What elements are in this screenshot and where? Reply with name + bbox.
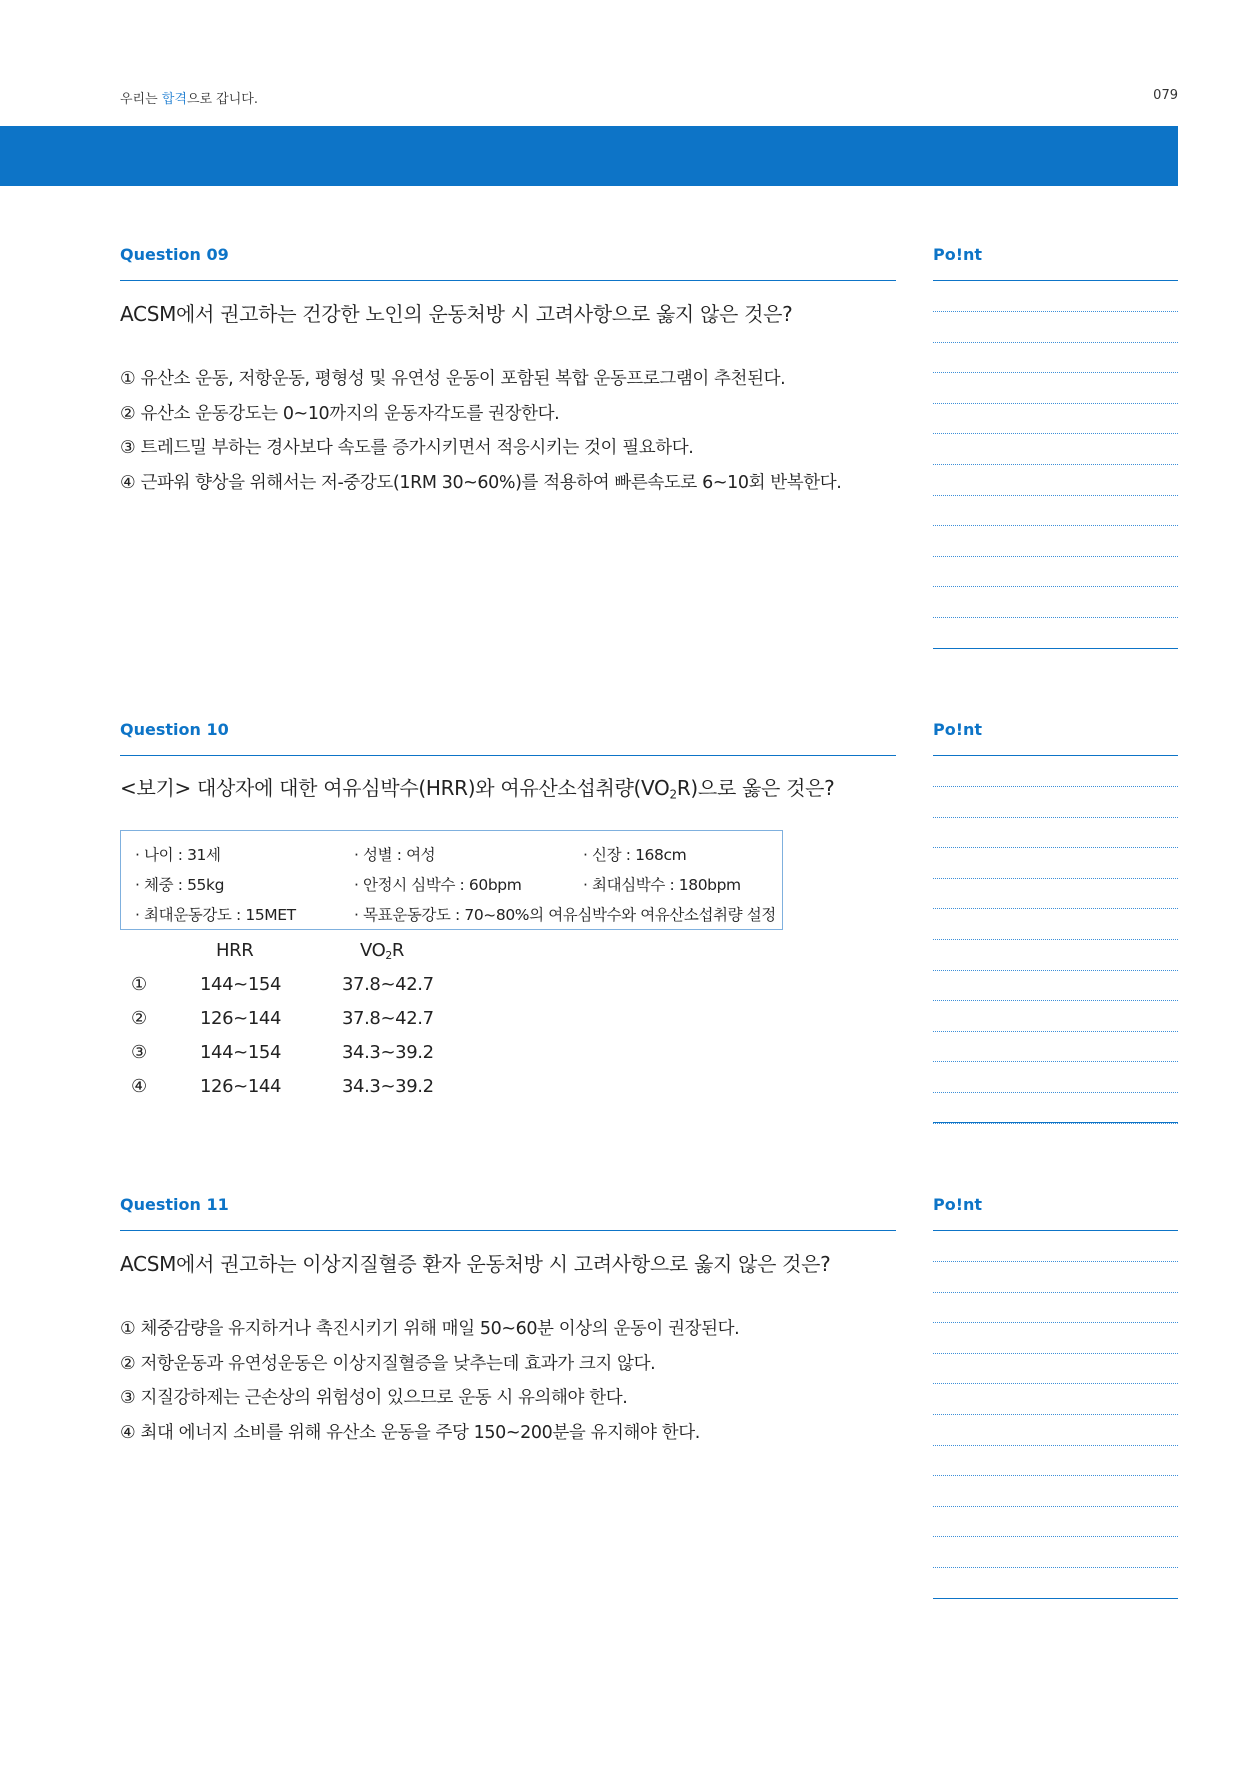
note-line (933, 1567, 1178, 1568)
note-line (933, 1383, 1178, 1384)
note-line (933, 939, 1178, 940)
row-hrr: 144~154 (200, 974, 281, 995)
row-hrr: 126~144 (200, 1076, 281, 1097)
note-line (933, 908, 1178, 909)
info-max-intensity: · 최대운동강도 : 15MET (135, 906, 296, 924)
header-banner (0, 126, 1178, 186)
question-09-label: Question 09 (120, 245, 229, 264)
note-line (933, 525, 1178, 526)
row-hrr: 144~154 (200, 1042, 281, 1063)
question-11-rule (120, 1230, 896, 1231)
row-number: ① (131, 974, 147, 995)
info-sex: · 성별 : 여성 (354, 846, 436, 864)
choice-3[interactable]: ③ 지질강하제는 근손상의 위험성이 있으므로 운동 시 유의해야 한다. (120, 1388, 628, 1408)
question-11-label: Question 11 (120, 1195, 229, 1214)
choice-3[interactable]: ③ 트레드밀 부하는 경사보다 속도를 증가시키면서 적응시키는 것이 필요하다. (120, 438, 694, 458)
slogan-pre: 우리는 (120, 92, 162, 107)
point-rule-top-2 (933, 755, 1178, 756)
choice-4[interactable]: ④ 최대 에너지 소비를 위해 유산소 운동을 주당 150~200분을 유지해야 한다. (120, 1422, 700, 1443)
point-rule-top-1 (933, 280, 1178, 281)
point-rule-bottom-3 (933, 1598, 1178, 1599)
header-vo2r (360, 940, 404, 962)
note-line (933, 433, 1178, 434)
q10-text-post: R)으로 옳은 것은? (676, 776, 835, 800)
q10-text-pre: <보기> 대상자에 대한 여유심박수(HRR)와 여유산소섭취량(VO (120, 776, 670, 800)
row-number: ③ (131, 1042, 147, 1063)
question-11-choices (120, 1312, 739, 1450)
note-line (933, 372, 1178, 373)
note-line (933, 786, 1178, 787)
info-max-hr: · 최대심박수 : 180bpm (583, 876, 741, 894)
answer-table (120, 940, 520, 1120)
note-line (933, 817, 1178, 818)
vo2r-pre: VO (360, 940, 386, 961)
note-line (933, 1536, 1178, 1537)
vo2r-sub: 2 (385, 949, 392, 963)
point-rule-bottom-2 (933, 1122, 1178, 1123)
note-line (933, 1292, 1178, 1293)
note-line (933, 1445, 1178, 1446)
slogan-post: 으로 갑니다. (186, 92, 258, 107)
choice-1[interactable]: ① 유산소 운동, 저항운동, 평형성 및 유연성 운동이 포함된 복합 운동프로그램이 추천된다. (120, 369, 786, 389)
choice-1[interactable]: ① 체중감량을 유지하거나 촉진시키기 위해 매일 50~60분 이상의 운동이 권장된다. (120, 1319, 740, 1339)
note-line (933, 1261, 1178, 1262)
info-height: · 신장 : 168cm (583, 846, 687, 864)
question-10-label: Question 10 (120, 720, 229, 739)
choice-2[interactable]: ② 유산소 운동강도는 0~10까지의 운동자각도를 권장한다. (120, 403, 560, 424)
question-10-text (120, 772, 834, 802)
header-slogan (120, 88, 258, 107)
header-hrr: HRR (216, 940, 254, 961)
row-hrr: 126~144 (200, 1008, 281, 1029)
note-line (933, 1000, 1178, 1001)
info-weight: · 체중 : 55kg (135, 876, 225, 894)
note-line (933, 464, 1178, 465)
q10-text-sub: 2 (669, 787, 677, 802)
question-09-rule (120, 280, 896, 281)
note-line (933, 1061, 1178, 1062)
row-number: ② (131, 1008, 147, 1029)
note-line (933, 403, 1178, 404)
note-line (933, 1353, 1178, 1354)
note-line (933, 1322, 1178, 1323)
note-line (933, 556, 1178, 557)
note-line (933, 342, 1178, 343)
question-10-rule (120, 755, 896, 756)
note-line (933, 1092, 1178, 1093)
note-line (933, 1506, 1178, 1507)
row-vo2r: 37.8~42.7 (342, 1008, 434, 1029)
question-09-text: ACSM에서 권고하는 건강한 노인의 운동처방 시 고려사항으로 옳지 않은 것은? (120, 302, 793, 326)
note-line (933, 847, 1178, 848)
point-label-3: Po!nt (933, 1195, 983, 1214)
note-line (933, 970, 1178, 971)
choice-4[interactable]: ④ 근파워 향상을 위해서는 저-중강도(1RM 30~60%)를 적용하여 빠른속도로 6~10회 반복한다. (120, 472, 842, 493)
choice-2[interactable]: ② 저항운동과 유연성운동은 이상지질혈증을 낮추는데 효과가 크지 않다. (120, 1353, 656, 1374)
vo2r-post: R (391, 940, 404, 961)
slogan-highlight: 합격 (161, 92, 187, 107)
point-label-2: Po!nt (933, 720, 983, 739)
info-resting-hr: · 안정시 심박수 : 60bpm (354, 876, 522, 894)
point-rule-top-3 (933, 1230, 1178, 1231)
row-number: ④ (131, 1076, 147, 1097)
row-vo2r: 34.3~39.2 (342, 1042, 434, 1063)
point-rule-bottom-1 (933, 648, 1178, 649)
note-line (933, 1414, 1178, 1415)
question-11-text: ACSM에서 권고하는 이상지질혈증 환자 운동처방 시 고려사항으로 옳지 않은 것은? (120, 1252, 831, 1276)
info-age: · 나이 : 31세 (135, 846, 221, 864)
note-line (933, 1031, 1178, 1032)
note-line (933, 311, 1178, 312)
point-label-1: Po!nt (933, 245, 983, 264)
note-line (933, 617, 1178, 618)
question-09-choices (120, 362, 841, 500)
note-line (933, 1475, 1178, 1476)
page-number: 079 (1153, 88, 1178, 103)
row-vo2r: 34.3~39.2 (342, 1076, 434, 1097)
example-box (120, 830, 783, 930)
note-line (933, 878, 1178, 879)
note-line (933, 586, 1178, 587)
row-vo2r: 37.8~42.7 (342, 974, 434, 995)
note-line (933, 495, 1178, 496)
info-target-intensity: · 목표운동강도 : 70~80%의 여유심박수와 여유산소섭취량 설정 (354, 906, 776, 924)
